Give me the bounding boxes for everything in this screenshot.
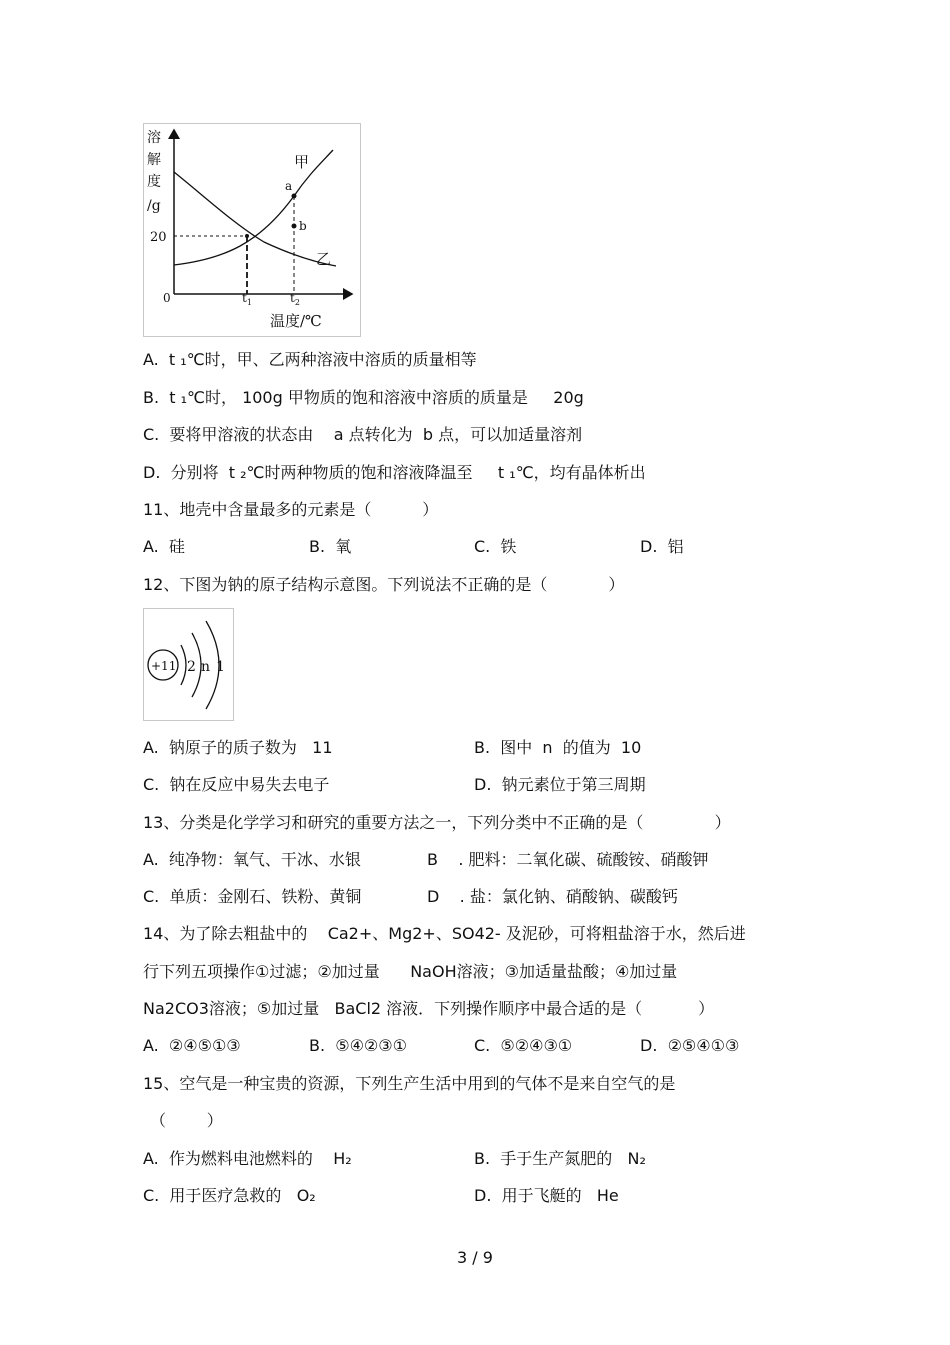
q15-option-c: C. 用于医疗急救的 O₂ xyxy=(143,1186,316,1205)
nucleus-label: +11 xyxy=(151,659,177,673)
q11-option-b: B. 氧 xyxy=(309,537,352,556)
q12-option-b: B. 图中 n 的值为 10 xyxy=(474,738,642,757)
q15-option-a: A. 作为燃料电池燃料的 H₂ xyxy=(143,1149,352,1168)
q15-option-d: D. 用于飞艇的 He xyxy=(474,1186,619,1205)
sodium-atom-diagram xyxy=(144,609,233,720)
q15-option-b: B. 手于生产氮肥的 N₂ xyxy=(474,1149,646,1168)
q14-line-3: Na2CO3溶液；⑤加过量 BaCl2 溶液．下列操作顺序中最合适的是（ ） xyxy=(143,999,715,1018)
y-label-1: 溶 xyxy=(147,130,161,146)
shell-1 xyxy=(181,645,186,685)
x-axis-label: 温度/℃ xyxy=(270,312,322,330)
point-a-label: a xyxy=(285,179,293,193)
q14-option-b: B. ⑤④②③① xyxy=(309,1036,407,1055)
y-label-2: 解 xyxy=(147,152,161,168)
q13-stem: 13、分类是化学学习和研究的重要方法之一，下列分类中不正确的是（ ） xyxy=(143,813,731,832)
q12-option-c: C. 钠在反应中易失去电子 xyxy=(143,775,330,794)
q13-option-d: D . 盐：氯化钠、硝酸钠、碳酸钙 xyxy=(427,887,678,906)
sodium-atom-figure xyxy=(143,608,234,721)
t1-label: $t_1$ xyxy=(242,291,252,307)
q10-option-d: D. 分别将 t ₂℃时两种物质的饱和溶液降温至 t ₁℃，均有晶体析出 xyxy=(143,463,646,482)
q11-stem: 11、地壳中含量最多的元素是（ ） xyxy=(143,500,439,519)
y-label-4: /g xyxy=(147,198,161,214)
point-b-dot xyxy=(292,224,297,229)
y-tick-20: 20 xyxy=(150,230,167,245)
q12-stem: 12、下图为钠的原子结构示意图。下列说法不正确的是（ ） xyxy=(143,575,625,594)
intersection-point xyxy=(245,234,249,238)
q13-option-b: B . 肥料：二氧化碳、硫酸铵、硝酸钾 xyxy=(427,850,709,869)
q11-option-a: A. 硅 xyxy=(143,537,185,556)
curve-yi-label: 乙 xyxy=(316,250,332,268)
q14-option-a: A. ②④⑤①③ xyxy=(143,1036,241,1055)
q14-line-1: 14、为了除去粗盐中的 Ca2+、Mg2+、SO42- 及泥砂，可将粗盐溶于水，然后进 xyxy=(143,924,746,943)
shell-2-electrons: n xyxy=(201,659,211,675)
q13-option-c: C. 单质：金刚石、铁粉、黄铜 xyxy=(143,887,362,906)
page-number: 3 / 9 xyxy=(457,1248,493,1267)
solubility-figure xyxy=(143,123,361,337)
curve-jia-label: 甲 xyxy=(294,153,310,171)
q11-option-c: C. 铁 xyxy=(474,537,517,556)
point-b-label: b xyxy=(299,219,307,233)
solubility-chart xyxy=(144,124,360,336)
curve-jia xyxy=(174,150,333,265)
q12-option-a: A. 钠原子的质子数为 11 xyxy=(143,738,333,757)
shell-1-electrons: 2 xyxy=(187,659,196,675)
y-label-3: 度 xyxy=(147,174,161,190)
q10-option-b: B. t ₁℃时， 100g 甲物质的饱和溶液中溶质的质量是 20g xyxy=(143,388,584,407)
q11-option-d: D. 铝 xyxy=(640,537,684,556)
q14-option-d: D. ②⑤④①③ xyxy=(640,1036,740,1055)
q10-option-c: C. 要将甲溶液的状态由 a 点转化为 b 点，可以加适量溶剂 xyxy=(143,425,583,444)
t2-label: $t_2$ xyxy=(290,291,300,307)
q10-option-a: A. t ₁℃时，甲、乙两种溶液中溶质的质量相等 xyxy=(143,350,477,369)
q13-option-a: A. 纯净物：氧气、干冰、水银 xyxy=(143,850,361,869)
q14-option-c: C. ⑤②④③① xyxy=(474,1036,573,1055)
q12-option-d: D. 钠元素位于第三周期 xyxy=(474,775,646,794)
q14-line-2: 行下列五项操作①过滤；②加过量 NaOH溶液；③加适量盐酸；④加过量 xyxy=(143,962,678,981)
point-a-dot xyxy=(292,194,297,199)
shell-3-electrons: 1 xyxy=(216,659,225,675)
origin-label: 0 xyxy=(163,291,171,305)
q15-line-2: （ ） xyxy=(150,1111,223,1130)
curve-yi xyxy=(174,172,336,266)
q15-line-1: 15、空气是一种宝贵的资源，下列生产生活中用到的气体不是来自空气的是 xyxy=(143,1074,676,1093)
